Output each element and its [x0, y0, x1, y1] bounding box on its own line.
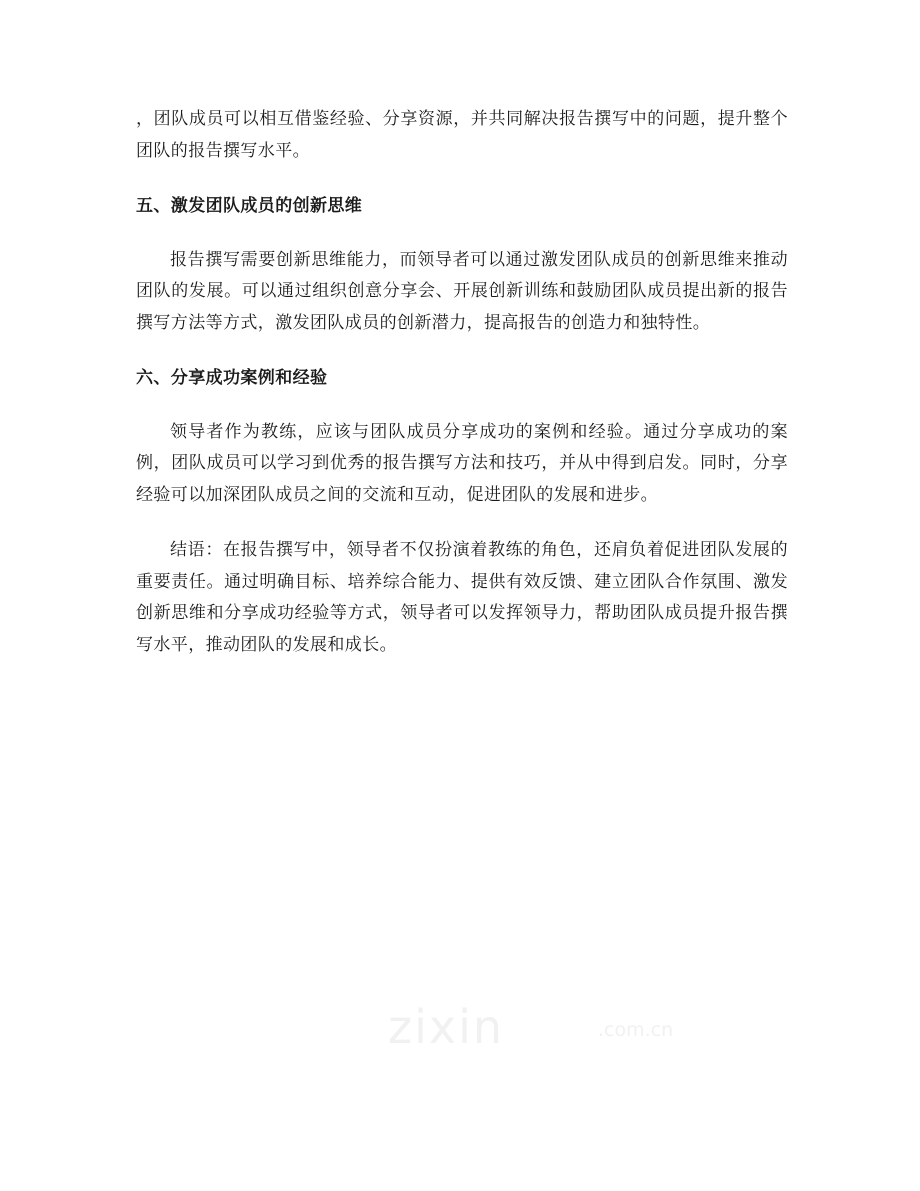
- document-body: [136, 104, 788, 661]
- section-six-heading: 六、分享成功案例和经验: [136, 368, 328, 388]
- section-five-paragraph: 报告撰写需要创新思维能力，而领导者可以通过激发团队成员的创新思维来推动团队的发展。可以通过组织创意分享会、开展创新训练和鼓励团队成员提出新的报告撰写方法等方式，激发团队成员的创新潜力，提高报告的创造力和独特性。: [136, 249, 788, 333]
- section-five-heading: 五、激发团队成员的创新思维: [136, 196, 363, 216]
- continuation-paragraph: ，团队成员可以相互借鉴经验、分享资源，并共同解决报告撰写中的问题，提升整个团队的报告撰写水平。: [136, 109, 788, 161]
- watermark-domain: .com.cn: [598, 1019, 674, 1041]
- conclusion-paragraph: 结语：在报告撰写中，领导者不仅扮演着教练的角色，还肩负着促进团队发展的重要责任。通过明确目标、培养综合能力、提供有效反馈、建立团队合作氛围、激发创新思维和分享成功经验等方式，领导者可以发挥领导力，帮助团队成员提升报告撰写水平，推动团队的发展和成长。: [136, 540, 788, 655]
- watermark-logo: zixin: [388, 1000, 505, 1054]
- section-six-paragraph: 领导者作为教练，应该与团队成员分享成功的案例和经验。通过分享成功的案例，团队成员可以学习到优秀的报告撰写方法和技巧，并从中得到启发。同时，分享经验可以加深团队成员之间的交流和互动，促进团队的发展和进步。: [136, 421, 788, 505]
